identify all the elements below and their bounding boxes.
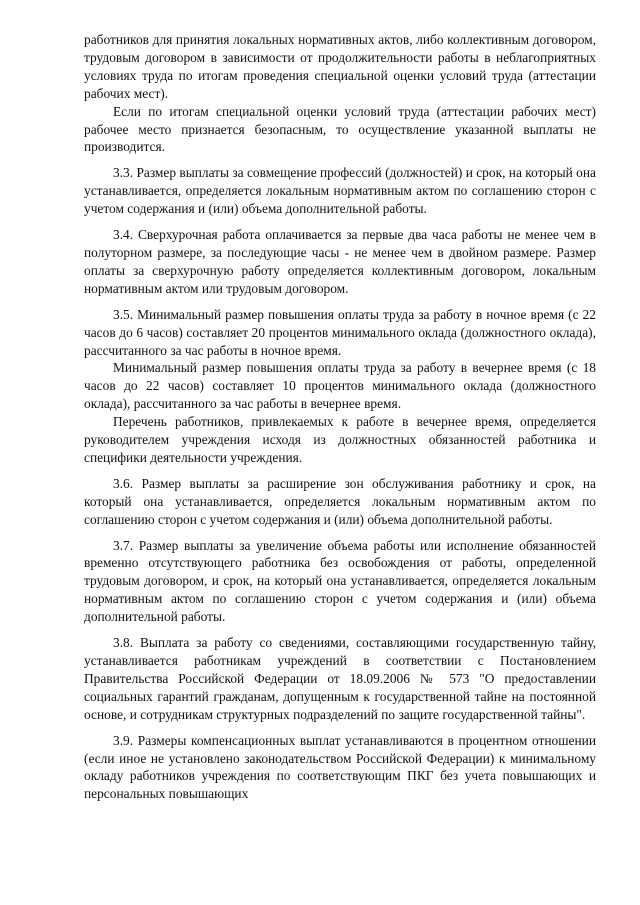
paragraph-evening-list: Перечень работников, привлекаемых к работе в вечернее время, определяется руководителем учреждения исходя из должностных обязанностей работника и специфики деятельности учреждения. <box>84 414 596 465</box>
paragraph-3-8: 3.8. Выплата за работу со сведениями, составляющими государственную тайну, устанавливается работникам учреждений в соответствии с Постановлением Правительства Российской Федерации от 18.09.2006 № 573 "О предоставлении социальных гарантий гражданам, допущенным к государственной тайне на постоянной основе, и сотрудникам структурных подразделений по защите государственной тайны". <box>84 635 596 722</box>
document-page <box>84 31 596 803</box>
paragraph-3-4: 3.4. Сверхурочная работа оплачивается за первые два часа работы не менее чем в полуторном размере, за последующие часы - не менее чем в двойном размере. Размер оплаты за сверхурочную работу определяется коллективным договором, локальным нормативным актом или трудовым договором. <box>84 227 596 296</box>
paragraph-3-6: 3.6. Размер выплаты за расширение зон обслуживания работнику и срок, на который она устанавливается, определяется локальным нормативным актом по соглашению сторон с учетом содержания и (или) объема дополнительной работы. <box>84 475 596 527</box>
paragraph-3-5: 3.5. Минимальный размер повышения оплаты труда за работу в ночное время (с 22 часов до 6 часов) составляет 20 процентов минимального оклада (должностного оклада), рассчитанного за час работы в ночное время. <box>84 306 596 358</box>
paragraph-3-9: 3.9. Размеры компенсационных выплат устанавливаются в процентном отношении (если иное не установлено законодательством Российской Федерации) к минимальному окладу работников учреждения по соответствующим ПКГ без учета повышающих и персональных повышающих <box>84 732 596 802</box>
paragraph-evening-pay: Минимальный размер повышения оплаты труда за работу в вечернее время (с 18 часов до 22 часов) составляет 10 процентов минимального оклада (должностного оклада), рассчитанного за час работы в вечернее время. <box>84 360 596 412</box>
paragraph-continuation: работников для принятия локальных нормативных актов, либо коллективным договором, трудовым договором в зависимости от продолжительности работы в неблагоприятных условиях труда по итогам проведения специальной оценки условий труда (аттестации рабочих мест). <box>84 32 596 101</box>
paragraph-safe-workplace: Если по итогам специальной оценки условий труда (аттестации рабочих мест) рабочее место признается безопасным, то осуществление указанной выплаты не производится. <box>84 103 596 155</box>
paragraph-3-3: 3.3. Размер выплаты за совмещение профессий (должностей) и срок, на который она устанавливается, определяется локальным нормативным актом по соглашению сторон с учетом содержания и (или) объема дополнительной работы. <box>84 165 596 217</box>
paragraph-3-7: 3.7. Размер выплаты за увеличение объема работы или исполнение обязанностей временно отсутствующего работника без освобождения от работы, определенной трудовым договором, и срок, на который она устанавливается, определяется локальным нормативным актом по соглашению сторон с учетом содержания и (или) объема дополнительной работы. <box>84 537 596 625</box>
